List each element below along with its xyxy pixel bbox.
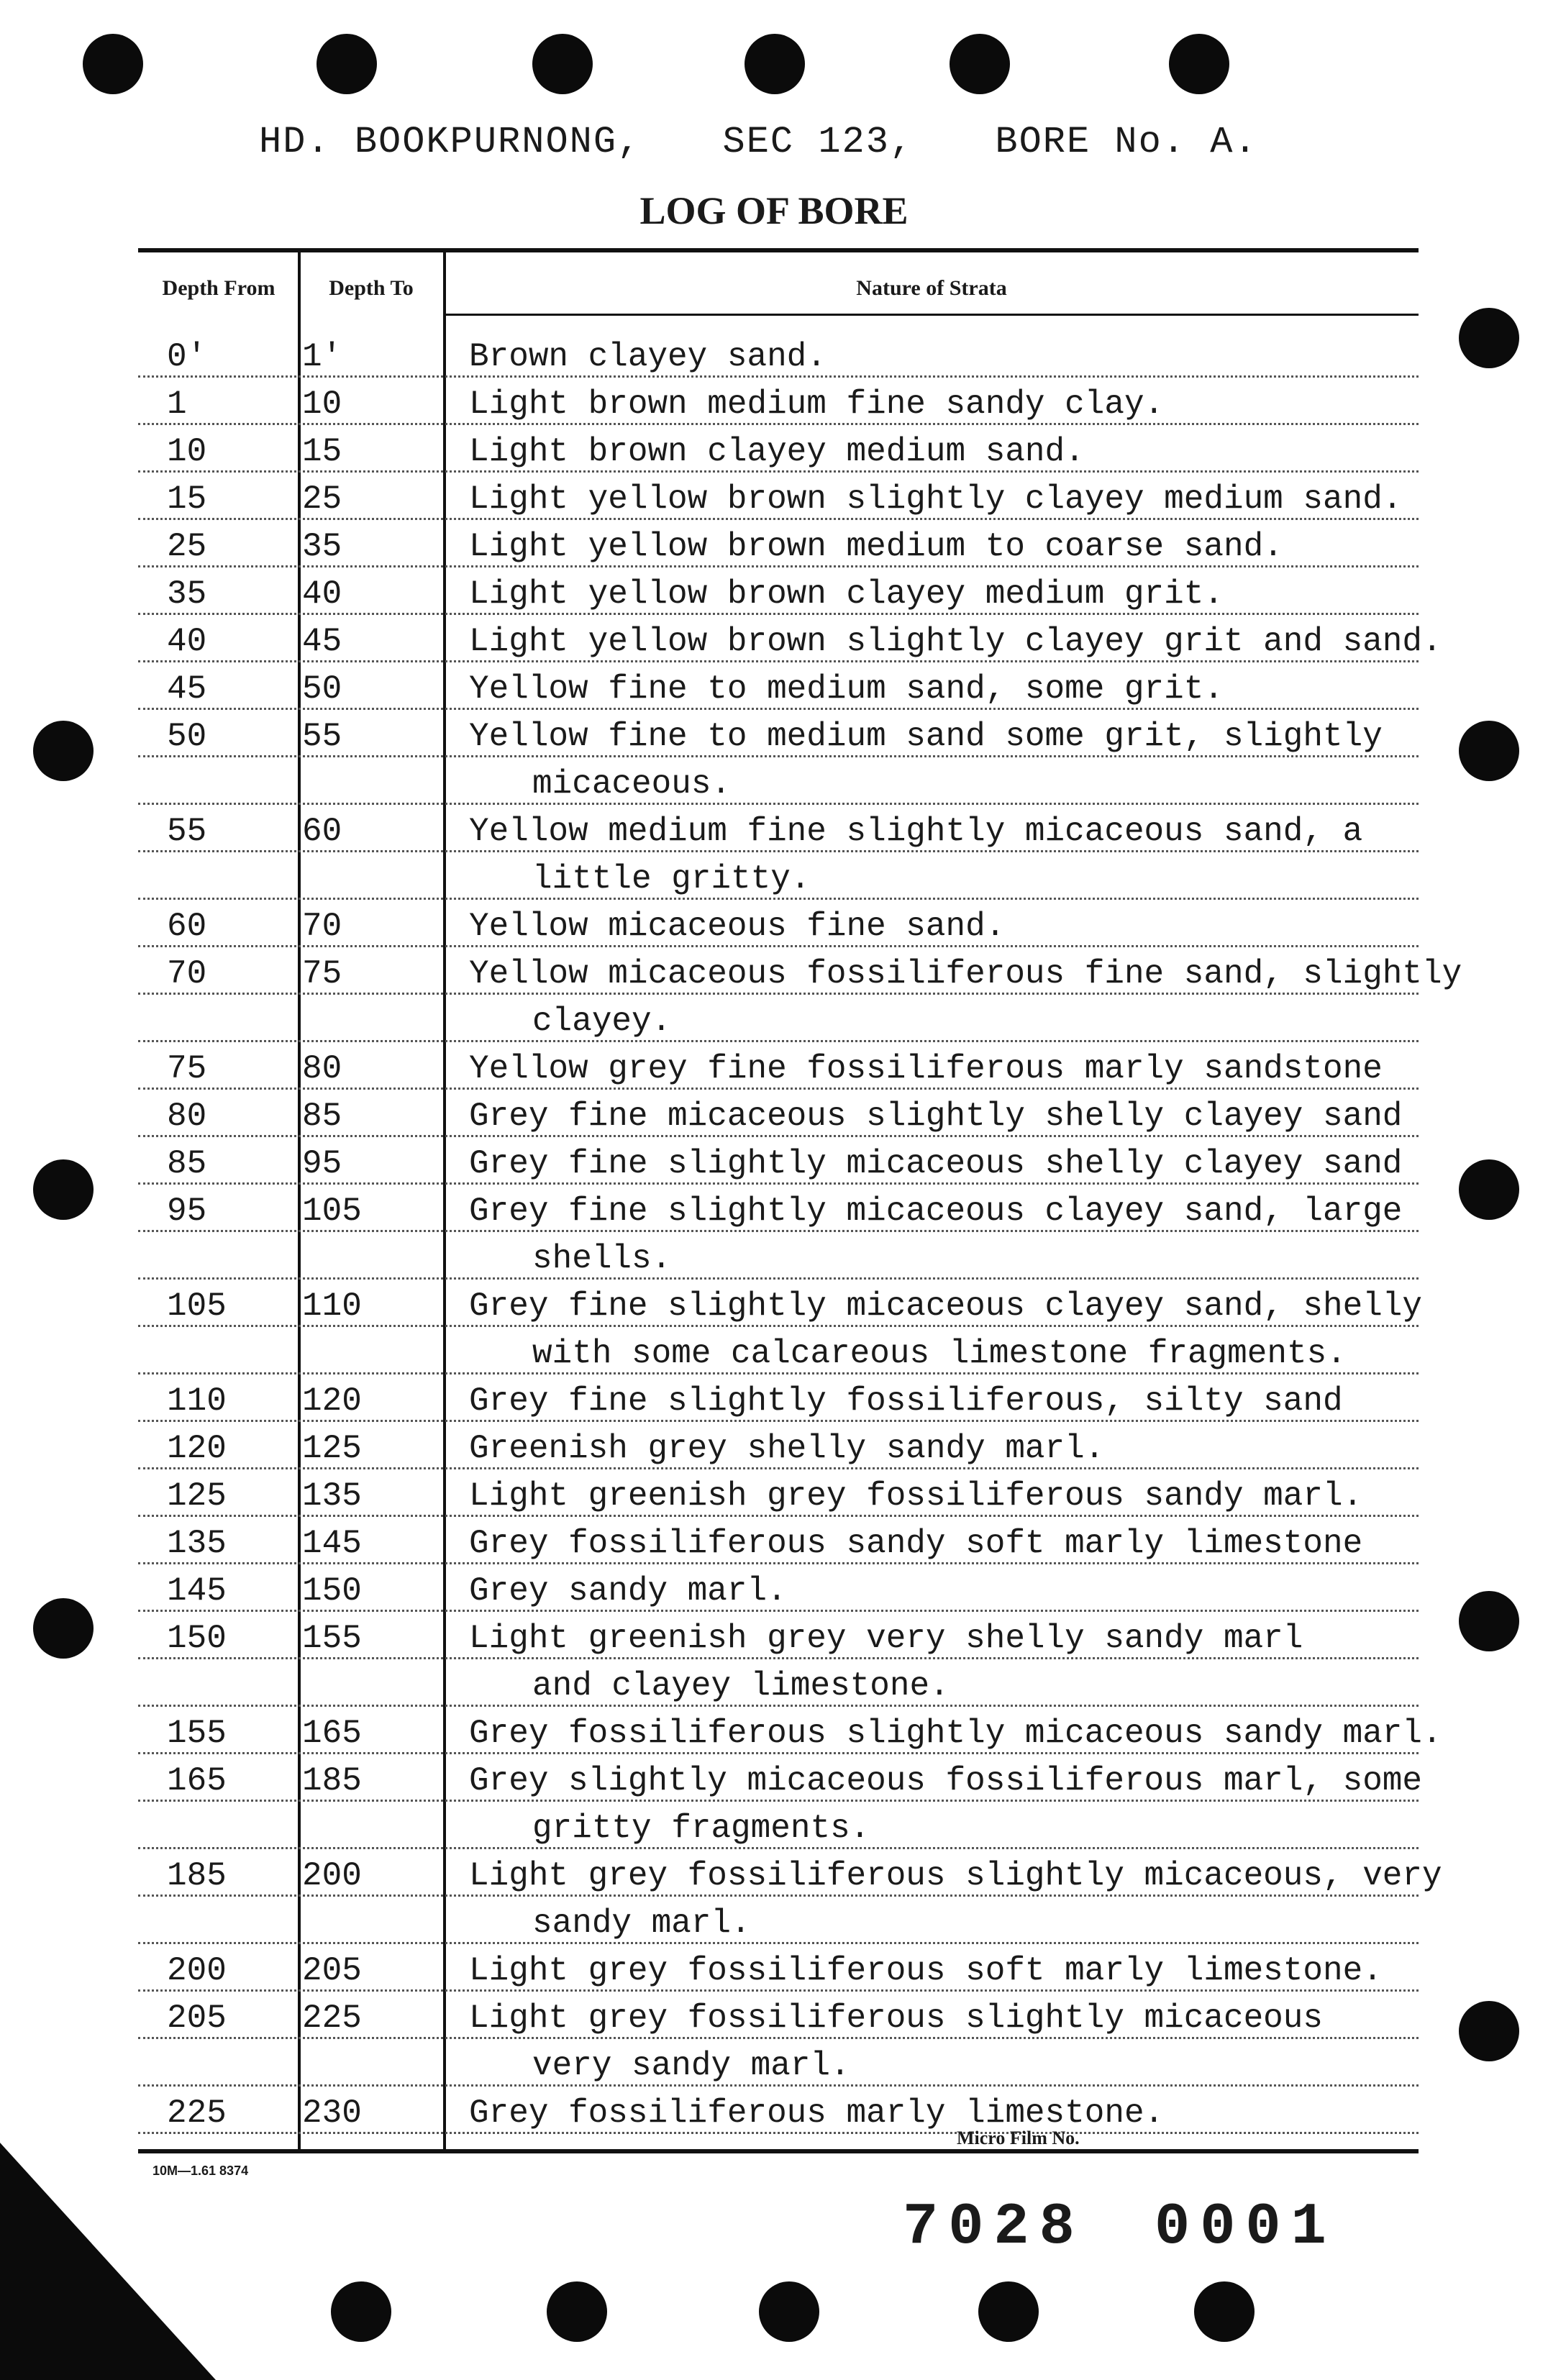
depth-to-cell: 205 [302, 1952, 362, 1989]
table-row [138, 955, 1462, 1050]
depth-from-cell: 35 [167, 575, 207, 613]
hundred-name: HD. BOOKPURNONG, [259, 121, 642, 163]
strata-description: Light brown clayey medium sand. [469, 433, 1085, 470]
depth-from-cell: 25 [167, 528, 207, 565]
depth-from-cell: 145 [167, 1572, 227, 1610]
depth-to-cell: 95 [302, 1145, 342, 1182]
table-row [138, 1525, 1419, 1572]
table-row [138, 1098, 1419, 1145]
depth-to-cell: 200 [302, 1857, 362, 1895]
dotted-rule [138, 898, 1419, 900]
dotted-rule [138, 2132, 1419, 2134]
dotted-rule [138, 565, 1419, 567]
punch-hole-icon [1194, 2281, 1255, 2342]
strata-description: Light grey fossiliferous soft marly limestone. [469, 1952, 1383, 1989]
strata-continuation: very sandy marl. [532, 2047, 850, 2084]
dotted-rule [138, 423, 1419, 425]
punch-hole-icon [547, 2281, 607, 2342]
dotted-rule [138, 1942, 1419, 1944]
dotted-rule [138, 2037, 1419, 2039]
dotted-rule [138, 1515, 1419, 1517]
dotted-rule [138, 1989, 1419, 1992]
depth-from-cell: 225 [167, 2094, 227, 2132]
depth-from-cell: 85 [167, 1145, 207, 1182]
table-row [138, 670, 1419, 718]
table-row [138, 575, 1419, 623]
depth-from-cell: 15 [167, 480, 207, 518]
strata-description: Yellow micaceous fossiliferous fine sand, slightly [469, 955, 1462, 993]
strata-description: Brown clayey sand. [469, 338, 827, 375]
dotted-rule [138, 2084, 1419, 2087]
bore-number: BORE No. A. [995, 121, 1258, 163]
table-row [138, 1572, 1419, 1620]
dotted-rule [138, 1372, 1419, 1374]
punch-hole-icon [331, 2281, 391, 2342]
depth-to-cell: 70 [302, 908, 342, 945]
table-top-rule [138, 248, 1419, 252]
depth-to-cell: 45 [302, 623, 342, 660]
punch-hole-icon [317, 34, 377, 94]
strata-description: Light yellow brown clayey medium grit. [469, 575, 1224, 613]
depth-from-cell: 155 [167, 1715, 227, 1752]
strata-continuation: clayey. [532, 1003, 672, 1040]
table-row [138, 2000, 1419, 2094]
dotted-rule [138, 1277, 1419, 1280]
dotted-rule [138, 803, 1419, 805]
table-row [138, 1145, 1419, 1193]
dotted-rule [138, 945, 1419, 947]
depth-from-cell: 150 [167, 1620, 227, 1657]
dotted-rule [138, 613, 1419, 615]
depth-to-cell: 135 [302, 1477, 362, 1515]
depth-to-cell: 110 [302, 1287, 362, 1325]
depth-from-cell: 185 [167, 1857, 227, 1895]
punch-hole-icon [33, 721, 94, 781]
depth-to-cell: 120 [302, 1382, 362, 1420]
dotted-rule [138, 1610, 1419, 1612]
depth-to-cell: 55 [302, 718, 342, 755]
depth-from-cell: 1 [167, 386, 187, 423]
strata-description: Grey fine slightly micaceous clayey sand, shelly [469, 1287, 1423, 1325]
dotted-rule [138, 1752, 1419, 1754]
depth-from-cell: 10 [167, 433, 207, 470]
punch-hole-icon [950, 34, 1010, 94]
depth-to-cell: 165 [302, 1715, 362, 1752]
depth-to-cell: 85 [302, 1098, 342, 1135]
dotted-rule [138, 1847, 1419, 1849]
depth-from-cell: 55 [167, 813, 207, 850]
page-title: LOG OF BORE [639, 189, 909, 232]
punch-hole-icon [1459, 721, 1519, 781]
frame-number: 0001 [1155, 2194, 1337, 2261]
table-row [138, 480, 1419, 528]
depth-to-cell: 230 [302, 2094, 362, 2132]
depth-to-cell: 25 [302, 480, 342, 518]
strata-description: Grey fossiliferous sandy soft marly limestone [469, 1525, 1363, 1562]
table-row [138, 528, 1419, 575]
punch-hole-icon [1459, 308, 1519, 368]
depth-to-cell: 75 [302, 955, 342, 993]
depth-from-cell: 105 [167, 1287, 227, 1325]
punch-hole-icon [1459, 1159, 1519, 1220]
strata-continuation: shells. [532, 1240, 672, 1277]
depth-to-cell: 35 [302, 528, 342, 565]
dotted-rule [138, 1088, 1419, 1090]
bore-header [259, 121, 1316, 163]
depth-to-cell: 50 [302, 670, 342, 708]
depth-to-cell: 80 [302, 1050, 342, 1088]
strata-description: Grey slightly micaceous fossiliferous marl, some [469, 1762, 1423, 1800]
depth-from-cell: 50 [167, 718, 207, 755]
punch-hole-icon [532, 34, 593, 94]
table-row [138, 813, 1419, 908]
table-row [138, 1762, 1423, 1857]
strata-description: Light yellow brown slightly clayey medium sand. [469, 480, 1403, 518]
depth-to-cell: 60 [302, 813, 342, 850]
depth-from-cell: 80 [167, 1098, 207, 1135]
depth-from-cell: 125 [167, 1477, 227, 1515]
table-row [138, 1952, 1419, 2000]
dotted-rule [138, 1230, 1419, 1232]
strata-description: Greenish grey shelly sandy marl. [469, 1430, 1105, 1467]
depth-to-cell: 105 [302, 1193, 362, 1230]
table-row [138, 1050, 1419, 1098]
form-code: 10M—1.61 8374 [152, 2164, 249, 2178]
depth-to-cell: 125 [302, 1430, 362, 1467]
dotted-rule [138, 1895, 1419, 1897]
table-row [138, 433, 1419, 480]
depth-to-cell: 145 [302, 1525, 362, 1562]
table-row [138, 1715, 1442, 1762]
strata-description: Yellow grey fine fossiliferous marly sandstone [469, 1050, 1383, 1088]
punch-hole-icon [1459, 1591, 1519, 1651]
table-row [138, 623, 1442, 670]
strata-description: Light grey fossiliferous slightly micaceous, very [469, 1857, 1442, 1895]
dotted-rule [138, 1040, 1419, 1042]
strata-description: Grey fine slightly micaceous clayey sand, large [469, 1193, 1403, 1230]
film-number: 7028 [903, 2194, 1085, 2261]
punch-hole-icon [1459, 2001, 1519, 2061]
punch-hole-icon [978, 2281, 1039, 2342]
dotted-rule [138, 518, 1419, 520]
table-row [138, 1430, 1419, 1477]
section-number: SEC 123, [722, 121, 914, 163]
dotted-rule [138, 1467, 1419, 1469]
strata-continuation: and clayey limestone. [532, 1667, 950, 1705]
microfilm-label: Micro Film No. [957, 2128, 1080, 2148]
strata-description: Grey fine slightly micaceous shelly clayey sand [469, 1145, 1403, 1182]
dotted-rule [138, 470, 1419, 473]
depth-from-cell: 205 [167, 2000, 227, 2037]
strata-description: Light yellow brown medium to coarse sand. [469, 528, 1283, 565]
dotted-rule [138, 1705, 1419, 1707]
column-header-depth-to: Depth To [329, 276, 414, 300]
strata-continuation: sandy marl. [532, 1905, 751, 1942]
depth-to-cell: 155 [302, 1620, 362, 1657]
dotted-rule [138, 1135, 1419, 1137]
table-header-rule [445, 314, 1419, 316]
strata-description: Grey fossiliferous marly limestone. [469, 2094, 1165, 2132]
table-row [138, 1382, 1419, 1430]
depth-to-cell: 15 [302, 433, 342, 470]
strata-description: Yellow micaceous fine sand. [469, 908, 1006, 945]
dotted-rule [138, 1182, 1419, 1185]
strata-continuation: micaceous. [532, 765, 732, 803]
depth-from-cell: 70 [167, 955, 207, 993]
depth-from-cell: 120 [167, 1430, 227, 1467]
column-header-depth-from: Depth From [162, 276, 276, 300]
depth-from-cell: 200 [167, 1952, 227, 1989]
strata-description: Light greenish grey fossiliferous sandy marl. [469, 1477, 1363, 1515]
depth-to-cell: 225 [302, 2000, 362, 2037]
strata-continuation: gritty fragments. [532, 1810, 870, 1847]
dotted-rule [138, 1325, 1419, 1327]
punch-hole-icon [83, 34, 143, 94]
punch-hole-icon [1169, 34, 1229, 94]
dotted-rule [138, 660, 1419, 662]
strata-continuation: little gritty. [532, 860, 811, 898]
dotted-rule [138, 708, 1419, 710]
depth-to-cell: 150 [302, 1572, 362, 1610]
strata-continuation: with some calcareous limestone fragments. [532, 1335, 1347, 1372]
depth-from-cell: 0' [167, 338, 207, 375]
table-row [138, 908, 1419, 955]
depth-to-cell: 10 [302, 386, 342, 423]
table-row [138, 338, 1419, 386]
punch-hole-icon [759, 2281, 819, 2342]
dotted-rule [138, 850, 1419, 852]
column-header-strata: Nature of Strata [856, 276, 1007, 300]
table-row [138, 718, 1419, 813]
strata-description: Light brown medium fine sandy clay. [469, 386, 1165, 423]
table-row [138, 1477, 1419, 1525]
dotted-rule [138, 375, 1419, 378]
depth-from-cell: 75 [167, 1050, 207, 1088]
depth-from-cell: 40 [167, 623, 207, 660]
strata-description: Grey fine slightly fossiliferous, silty sand [469, 1382, 1343, 1420]
table-bottom-rule [138, 2149, 1419, 2153]
depth-from-cell: 95 [167, 1193, 207, 1230]
strata-description: Grey sandy marl. [469, 1572, 787, 1610]
depth-to-cell: 185 [302, 1762, 362, 1800]
depth-from-cell: 165 [167, 1762, 227, 1800]
strata-description: Yellow fine to medium sand, some grit. [469, 670, 1224, 708]
strata-description: Grey fossiliferous slightly micaceous sandy marl. [469, 1715, 1442, 1752]
table-row [138, 1287, 1423, 1382]
punch-hole-icon [745, 34, 805, 94]
dotted-rule [138, 1562, 1419, 1564]
depth-from-cell: 110 [167, 1382, 227, 1420]
strata-description: Yellow fine to medium sand some grit, slightly [469, 718, 1383, 755]
depth-to-cell: 40 [302, 575, 342, 613]
dotted-rule [138, 993, 1419, 995]
punch-hole-icon [33, 1159, 94, 1220]
table-row [138, 1857, 1442, 1952]
strata-description: Light greenish grey very shelly sandy marl [469, 1620, 1303, 1657]
dotted-rule [138, 1657, 1419, 1659]
depth-from-cell: 135 [167, 1525, 227, 1562]
dotted-rule [138, 755, 1419, 757]
table-row [138, 1620, 1419, 1715]
punch-hole-icon [33, 1598, 94, 1659]
strata-description: Light yellow brown slightly clayey grit and sand. [469, 623, 1442, 660]
dotted-rule [138, 1800, 1419, 1802]
depth-from-cell: 45 [167, 670, 207, 708]
strata-description: Light grey fossiliferous slightly micaceous [469, 2000, 1323, 2037]
strata-description: Yellow medium fine slightly micaceous sand, a [469, 813, 1363, 850]
table-row [138, 1193, 1419, 1287]
depth-to-cell: 1' [302, 338, 342, 375]
depth-from-cell: 60 [167, 908, 207, 945]
strata-description: Grey fine micaceous slightly shelly clayey sand [469, 1098, 1403, 1135]
table-row [138, 2094, 1419, 2142]
table-row [138, 386, 1419, 433]
dotted-rule [138, 1420, 1419, 1422]
